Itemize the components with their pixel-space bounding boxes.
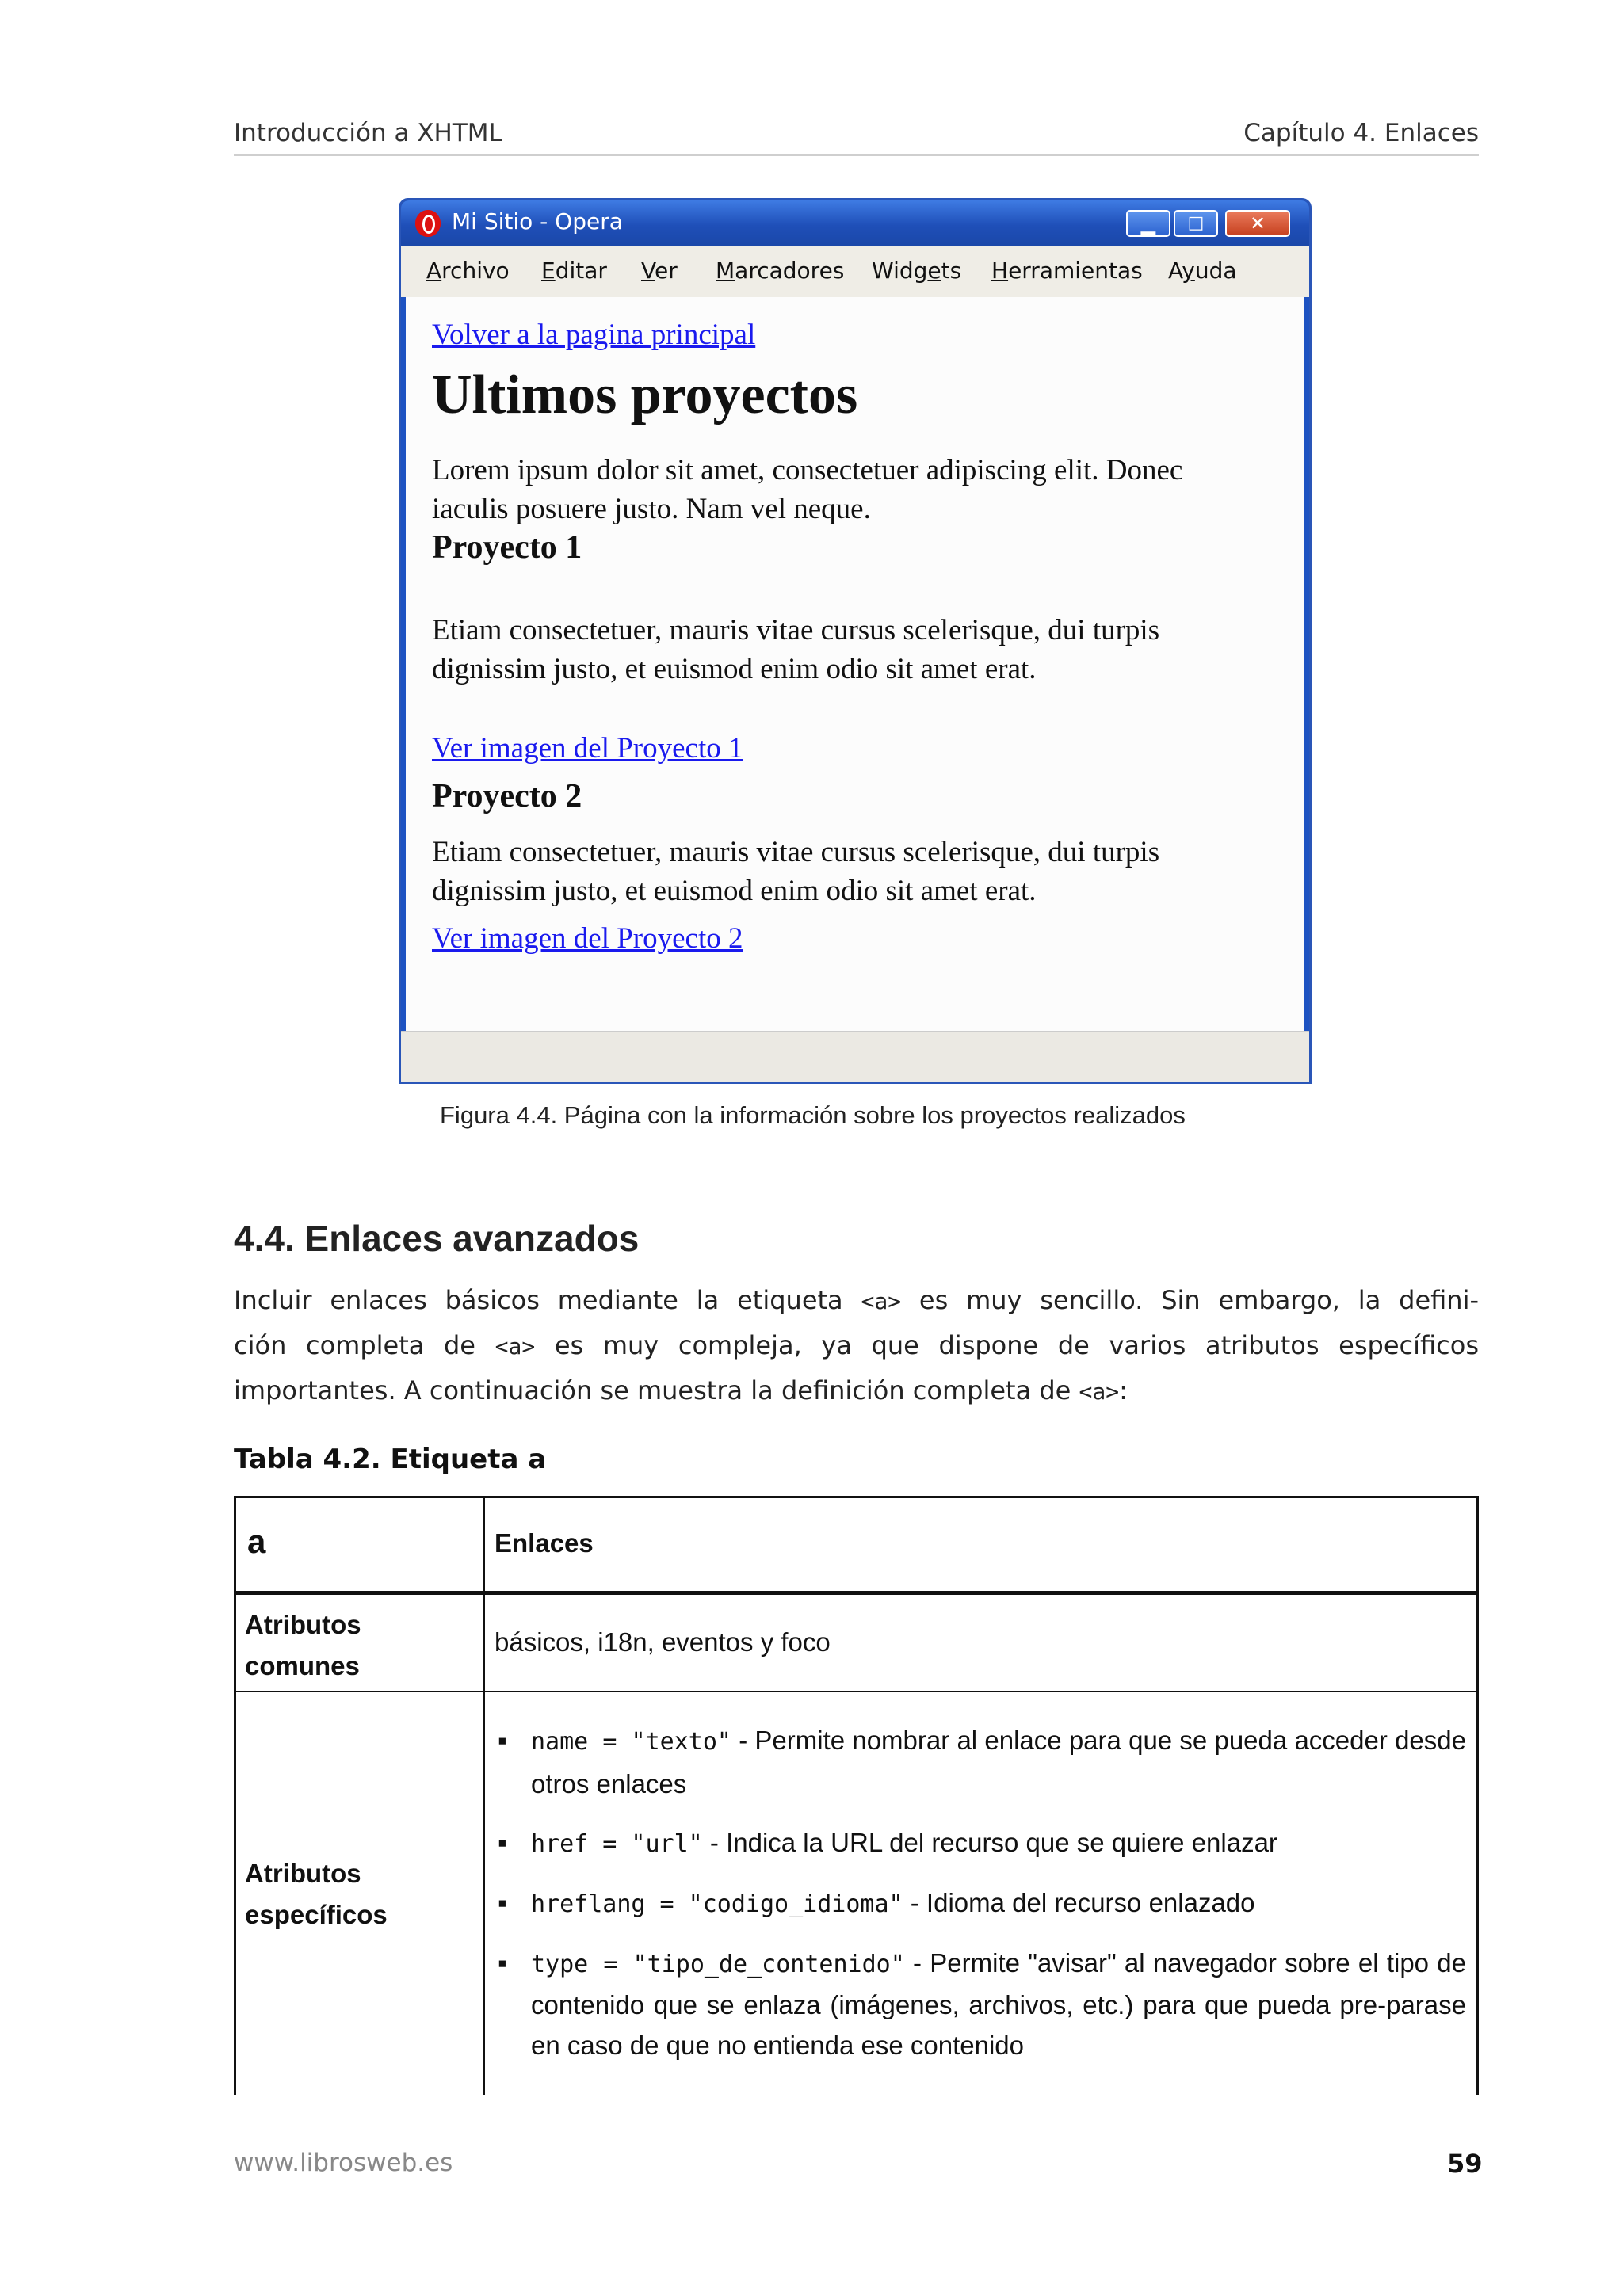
menu-ayuda[interactable]: Ayuda bbox=[1168, 257, 1237, 284]
bullet-icon: ▪ bbox=[498, 1888, 507, 1917]
project-1-image-link[interactable]: Ver imagen del Proyecto 1 bbox=[432, 732, 743, 765]
project-2-image-link[interactable]: Ver imagen del Proyecto 2 bbox=[432, 922, 743, 955]
attribute-item-hreflang: ▪ hreflang = "codigo_idioma" - Idioma del recurso enlazado bbox=[531, 1882, 1466, 1925]
project-1-text: Etiam consectetuer, mauris vitae cursus scelerisque, dui turpis dignissim justo, et euismod enim odio sit amet erat. bbox=[432, 614, 1160, 685]
table-title: Tabla 4.2. Etiqueta a bbox=[234, 1444, 547, 1475]
bullet-icon: ▪ bbox=[498, 1828, 507, 1857]
footer-website: www.librosweb.es bbox=[234, 2149, 453, 2177]
menu-widgets[interactable]: Widgets bbox=[872, 257, 962, 284]
maximize-icon: □ bbox=[1187, 213, 1205, 233]
attribute-item-type: ▪ type = "tipo_de_contenido" - Permite "avisar" al navegador sobre el tipo de contenido que se enlaza (imágenes, archivos, etc.) para que pueda pre-parase en caso de que no entienda ese contenido bbox=[531, 1943, 1466, 2065]
running-header-left: Introducción a XHTML bbox=[234, 119, 502, 147]
bullet-icon: ▪ bbox=[498, 1726, 507, 1755]
window-titlebar bbox=[401, 200, 1309, 246]
menu-ver[interactable]: Ver bbox=[641, 257, 678, 284]
tag-name-cell: a bbox=[247, 1523, 266, 1560]
running-header-right: Capítulo 4. Enlaces bbox=[1243, 119, 1479, 147]
project-2-heading: Proyecto 2 bbox=[432, 778, 582, 814]
minimize-icon: ▁ bbox=[1140, 212, 1156, 235]
project-2-text: Etiam consectetuer, mauris vitae cursus scelerisque, dui turpis dignissim justo, et euismod enim odio sit amet erat. bbox=[432, 836, 1160, 907]
section-paragraph-line-3: importantes. A continuación se muestra la definición completa de <a>: bbox=[234, 1375, 1128, 1405]
menu-editar[interactable]: Editar bbox=[541, 257, 607, 284]
specific-attributes-label: Atributos específicos bbox=[245, 1859, 388, 1929]
section-title: 4.4. Enlaces avanzados bbox=[234, 1218, 640, 1259]
tag-description-cell: Enlaces bbox=[495, 1528, 594, 1558]
common-attributes-value: básicos, i18n, eventos y foco bbox=[495, 1627, 831, 1657]
section-paragraph-line-1: Incluir enlaces básicos mediante la etiqueta <a> es muy sencillo. Sin embargo, la defini- bbox=[234, 1285, 1480, 1315]
status-bar bbox=[401, 1031, 1309, 1082]
attribute-item-href: ▪ href = "url" - Indica la URL del recurso que se quiere enlazar bbox=[531, 1821, 1466, 1865]
menubar bbox=[401, 246, 1309, 297]
menu-archivo[interactable]: Archivo bbox=[426, 257, 510, 284]
common-attributes-label: Atributos comunes bbox=[245, 1610, 361, 1680]
browser-viewport bbox=[406, 297, 1304, 1031]
window-title: Mi Sitio - Opera bbox=[452, 208, 623, 235]
menu-herramientas[interactable]: Herramientas bbox=[991, 257, 1143, 284]
opera-logo-icon bbox=[415, 210, 441, 237]
section-paragraph-line-2: ción completa de <a> es muy compleja, ya que dispone de varios atributos específicos bbox=[234, 1330, 1480, 1360]
close-icon: ✕ bbox=[1249, 212, 1266, 235]
project-1-heading: Proyecto 1 bbox=[432, 529, 582, 566]
page-heading: Ultimos proyectos bbox=[432, 364, 858, 425]
browser-window-figure bbox=[399, 198, 1312, 1084]
bullet-icon: ▪ bbox=[498, 1948, 507, 1978]
intro-paragraph: Lorem ipsum dolor sit amet, consectetuer adipiscing elit. Donec iaculis posuere justo. Nam vel neque. bbox=[432, 454, 1183, 525]
figure-caption: Figura 4.4. Página con la información sobre los proyectos realizados bbox=[440, 1101, 1186, 1129]
maximize-button[interactable] bbox=[1174, 210, 1218, 237]
attribute-item-name: ▪ name = "texto" - Permite nombrar al enlace para que se pueda acceder desde otros enlaces bbox=[531, 1719, 1466, 1805]
minimize-button[interactable] bbox=[1126, 210, 1170, 237]
close-button[interactable] bbox=[1225, 210, 1290, 237]
menu-marcadores[interactable]: Marcadores bbox=[716, 257, 845, 284]
page-number: 59 bbox=[1447, 2149, 1483, 2179]
back-to-home-link[interactable]: Volver a la pagina principal bbox=[432, 318, 756, 351]
header-rule bbox=[234, 154, 1479, 156]
